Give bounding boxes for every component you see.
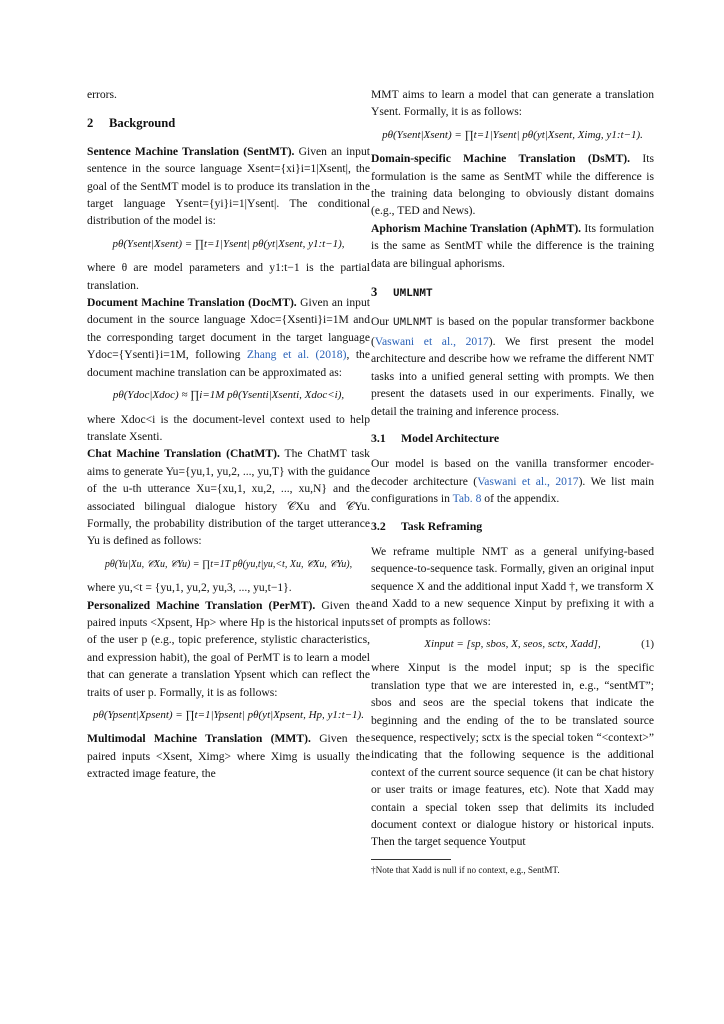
run-in-heading: Domain-specific Machine Translation (DsMT). (371, 152, 631, 166)
paragraph-text: Its formulation is the same as SentMT while the difference is the training data belonging to obviously distant domains (e.g., TED and News). (371, 152, 654, 218)
paragraph-text: The ChatMT task aims to generate Yu={yu,1, yu,2, ..., yu,T} with the guidance of the u-th utterance Xu={xu,1, xu,2, ..., xu,N} and the associated bilingual dialogue history 𝒞Xu and 𝒞Yu. Formally, the probability distribution of the target utterance Yu is defined as follows: (87, 447, 370, 548)
paragraph-text: Its formulation is the same as SentMT while the difference is the training data are bilingual aphorisms. (371, 221, 655, 270)
equation-permt: pθ(Ypsent|Xpsent) = ∏t=1|Ypsent| pθ(yt|Xpsent, Hp, y1:t−1). (93, 709, 364, 721)
section-number: 2 (87, 116, 94, 131)
paragraph-permt (87, 597, 370, 701)
left-column (87, 86, 370, 783)
model-name: UMLNMT (392, 317, 433, 330)
paragraph-mmt (87, 730, 370, 782)
paragraph: where Xinput is the model input; sp is the specific translation type that we are interested in, e.g., “sentMT”; sbos and seos are the special tokens that indicate the beginning and the ending of the to be translated source sequence, respectively; sctx is the special token “<context>” indicating that the following sequence is the additional context of the current source sequence (it can be chat history or user traits or image features, etc). Note that Xadd may contain a special token ssep that delimits its included document context or dialogue history or historical inputs. Then the target sequence Youtput (371, 661, 654, 849)
table-reference-link[interactable]: Tab. 8 (452, 492, 482, 506)
citation-link[interactable]: Vaswani et al., 2017 (477, 474, 579, 488)
paragraph-text: Given the paired inputs <Xpsent, Hp> where Hp is the historical inputs of the user p (e.g., topic preference, stylistic characteristics, and expression habit), the goal of PerMT is to learn a model that can generate a translation Ypsent which can reflect the traits of user p. Formally, it is as follows: (87, 598, 370, 699)
paragraph-text: Our model is based on the vanilla transformer encoder-decoder architecture ( (371, 457, 654, 488)
run-in-heading: Aphorism Machine Translation (AphMT). (371, 221, 582, 235)
paragraph: where θ are model parameters and y1:t−1 is the partial translation. (87, 261, 370, 292)
subsection-title: Task Reframing (401, 518, 483, 533)
paragraph-text: is based on the popular transformer backbone ( (371, 315, 654, 348)
paragraph-task-reframing: We reframe multiple NMT as a general unifying-based sequence-to-sequence task. Formally, given an original input sequence X and the additional input Xadd †, we transform X and Xadd to a new sequence Xinput by prefixing it with a set of prompts as follows: (371, 544, 654, 628)
paragraph-text: ). We list main configurations in (371, 474, 654, 506)
section-number: 3 (371, 285, 378, 300)
paragraph-sentmt (87, 143, 370, 230)
paragraph-text: Given an input document in the source language Xdoc={Xsenti}i=1M and the corresponding target document in the target language Ydoc={Ysenti}i=1M, following (87, 296, 370, 362)
right-column (371, 86, 654, 876)
equation-sentmt: pθ(Ysent|Xsent) = ∏t=1|Ysent| pθ(yt|Xsent, y1:t−1), (112, 237, 345, 250)
run-in-heading: Sentence Machine Translation (SentMT). (87, 144, 295, 158)
subsection-title: Model Architecture (401, 430, 500, 445)
section-heading-background (87, 115, 370, 132)
paragraph-text: Given an input sentence in the source language Xsent={xi}i=1|Xsent|, the goal of the SentMT model is to produce its translation in the target language Ysent={yi}i=1|Ysent|. The conditional distribution of the model is: (87, 144, 370, 228)
citation-link[interactable]: Zhang et al. (2018) (246, 348, 347, 362)
equation-body: Xinput = [sp, sbos, X, seos, sctx, Xadd], (424, 637, 601, 650)
subsection-number: 3.2 (371, 518, 386, 533)
footnote: †Note that Xadd is null if no context, e.g., SentMT. (371, 864, 560, 875)
equation-docmt: pθ(Ydoc|Xdoc) ≈ ∏i=1M pθ(Ysenti|Xsenti, Xdoc<i), (112, 389, 345, 402)
paragraph-text: , the document machine translation can be approximated as: (87, 348, 370, 379)
paragraph-dsmt (371, 150, 654, 220)
equation-mmt: pθ(Ysent|Xsent) = ∏t=1|Ysent| pθ(yt|Xsent, Ximg, y1:t−1). (382, 128, 643, 141)
paragraph-text: Our (371, 315, 393, 329)
paragraph-chatmt (87, 445, 370, 549)
section-title: Background (109, 116, 176, 131)
subsection-number: 3.1 (371, 430, 386, 445)
paragraph-aphmt (371, 220, 654, 272)
paragraph: where Xdoc<i is the document-level context used to help translate Xsenti. (87, 412, 370, 443)
section-title: UMLNMT (393, 288, 433, 301)
paragraph-text: of the appendix. (481, 492, 560, 506)
run-in-heading: Chat Machine Translation (ChatMT). (87, 447, 280, 461)
paragraph-architecture (371, 455, 654, 507)
paragraph: MMT aims to learn a model that can generate a translation Ysent. Formally, it is as follows: (371, 88, 654, 119)
section-heading-umlnmt (371, 284, 654, 303)
run-in-heading: Document Machine Translation (DocMT). (87, 296, 297, 310)
equation-chatmt: pθ(Yu|Xu, 𝒞Xu, 𝒞Yu) = ∏t=1T pθ(yu,t|yu,<t, Xu, 𝒞Xu, 𝒞Yu), (104, 558, 353, 570)
paragraph: errors. (87, 88, 117, 101)
equation-input (371, 636, 654, 653)
paragraph-text: ). We first present the model architecture and describe how we reframe the different NMT tasks into a unified general setting with prompts. We then present the datasets used in our experiments. Finally, we detail the training and inference process. (371, 334, 654, 418)
paragraph-docmt (87, 294, 370, 381)
run-in-heading: Personalized Machine Translation (PerMT). (87, 598, 316, 612)
footnote-divider (371, 859, 451, 860)
paragraph-umlnmt-intro (371, 313, 654, 419)
subsection-heading-task-reframing (371, 518, 654, 535)
run-in-heading: Multimodal Machine Translation (MMT). (87, 732, 311, 746)
equation-number: (1) (641, 637, 654, 650)
paragraph-text: Given the paired inputs <Xsent, Ximg> where Ximg is usually the extracted image feature, the (87, 732, 370, 781)
paragraph: where yu,<t = {yu,1, yu,2, yu,3, ..., yu,t−1}. (87, 581, 292, 595)
citation-link[interactable]: Vaswani et al., 2017 (374, 334, 489, 348)
subsection-heading-model-architecture (371, 430, 654, 447)
